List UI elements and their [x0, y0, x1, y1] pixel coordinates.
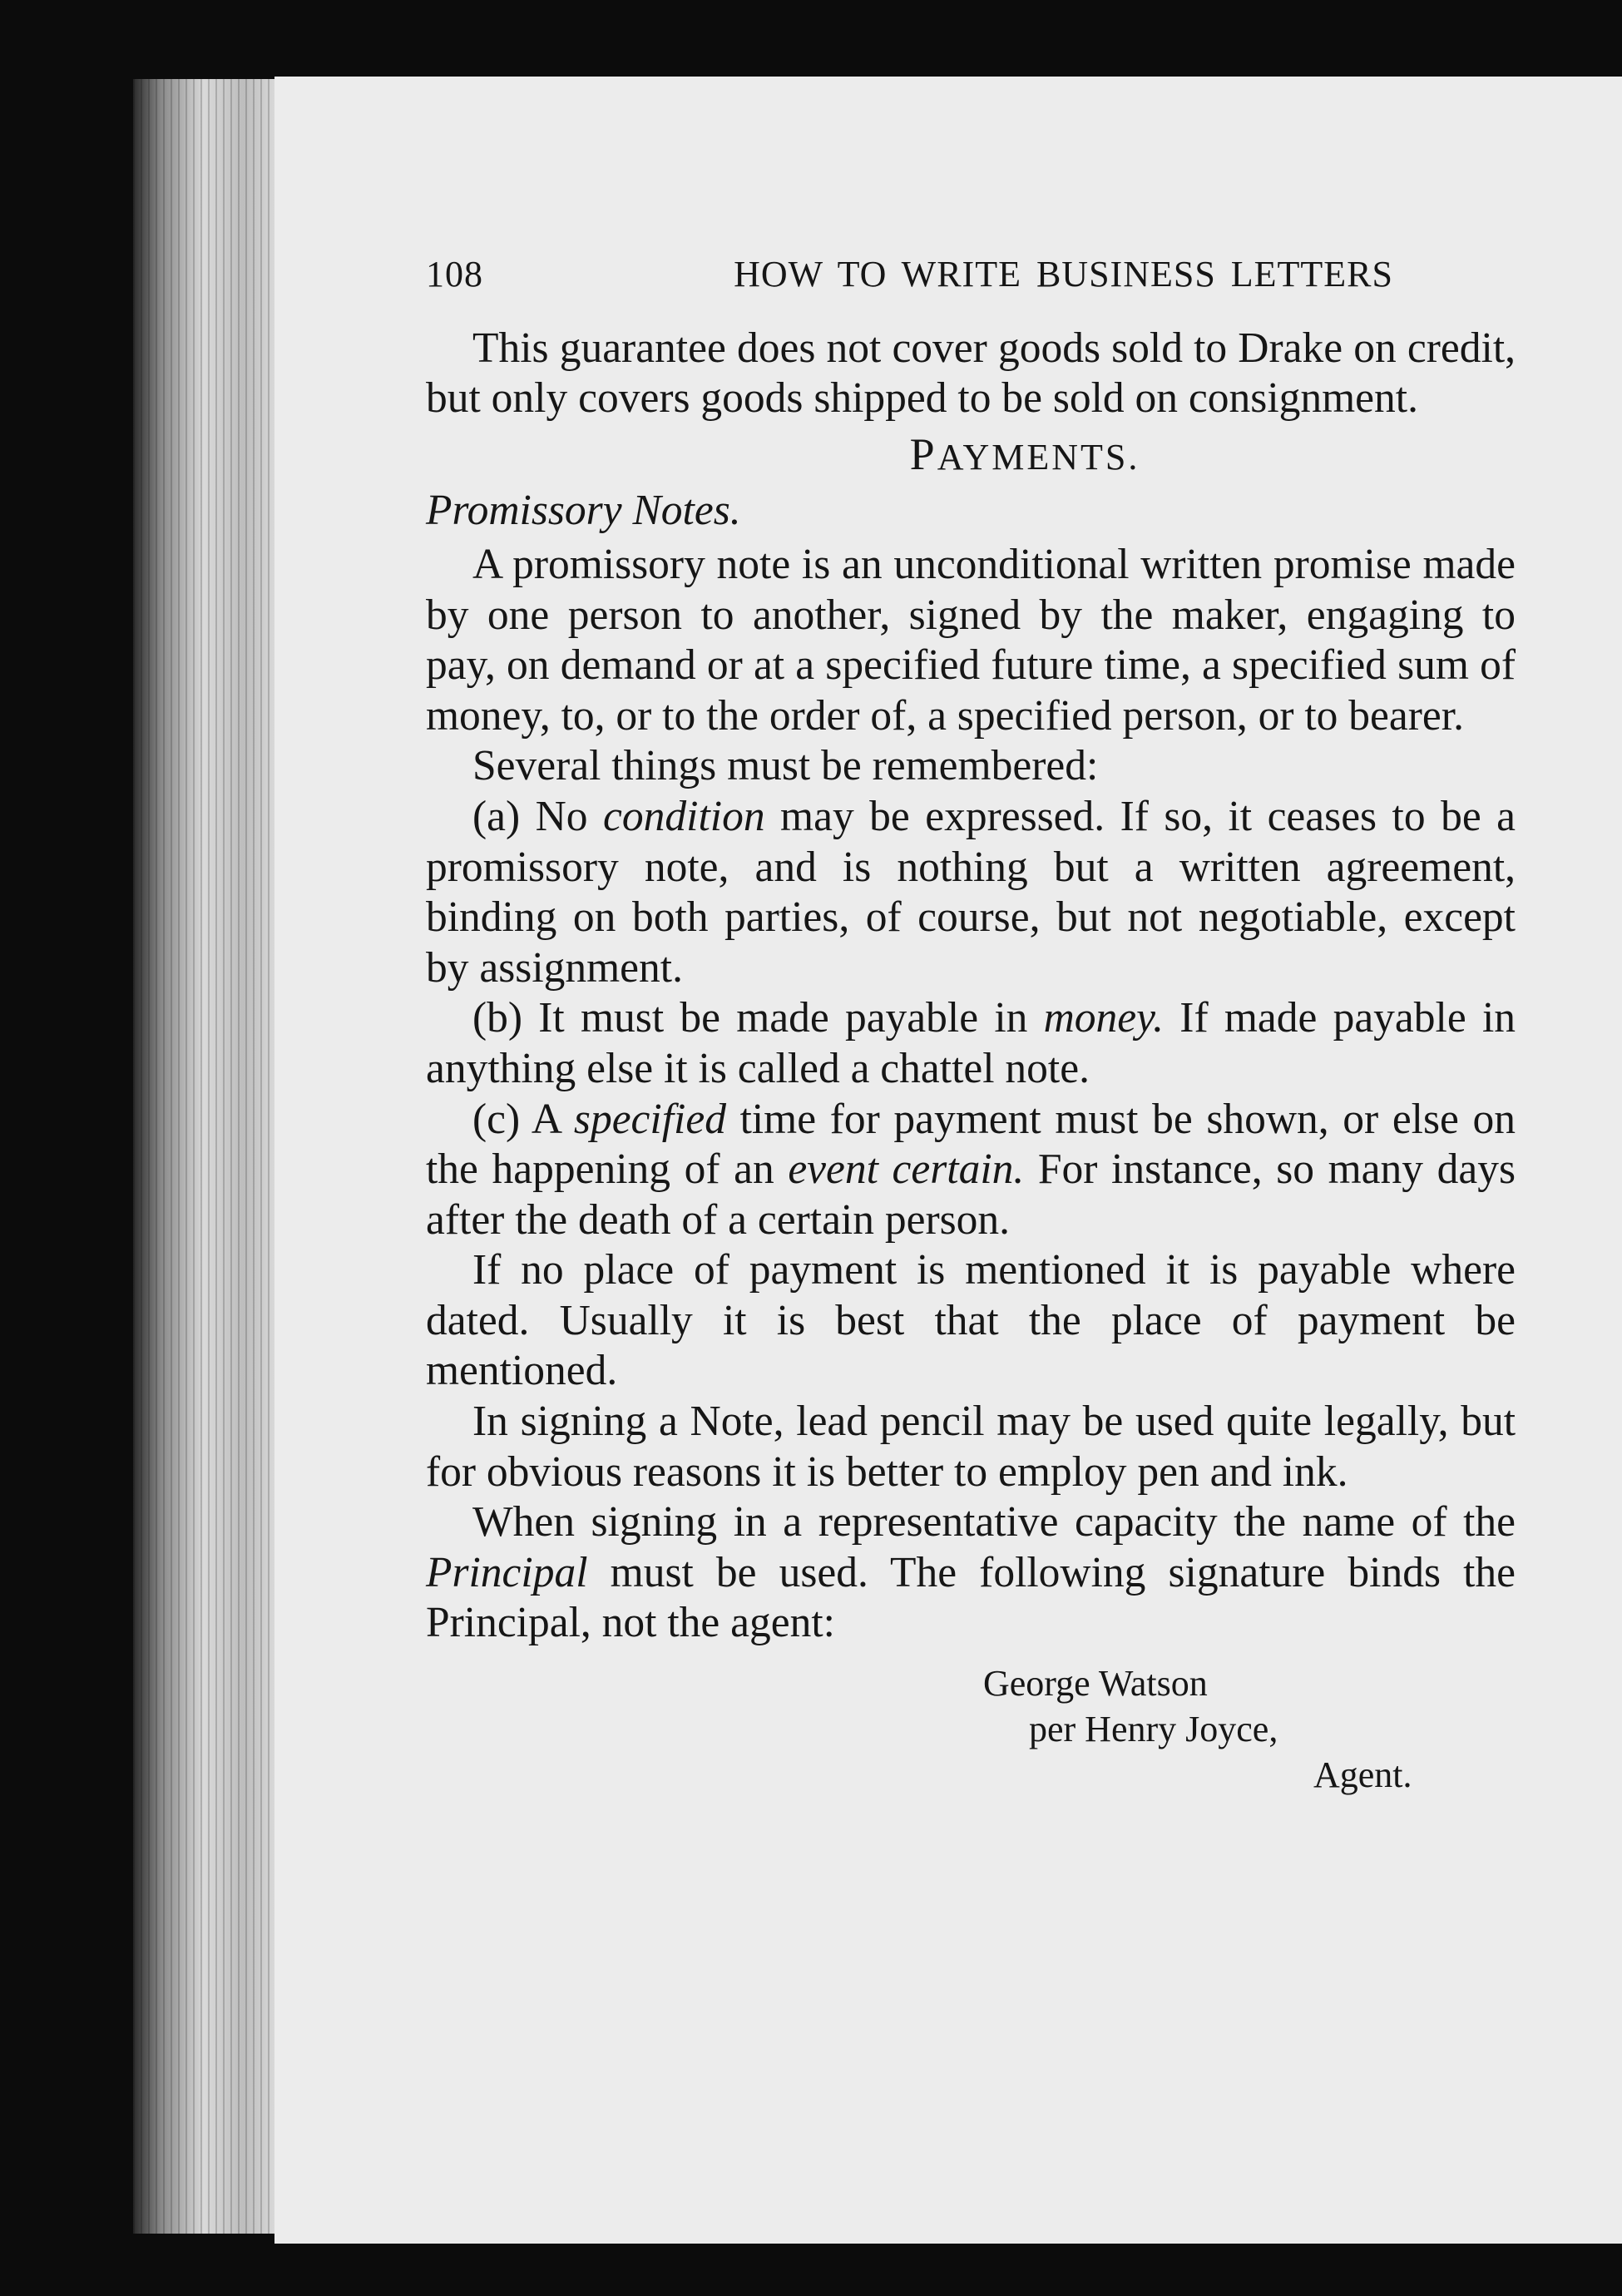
paragraph-item-b: (b) It must be made payable in money. If made payable in anything else it is called a chattel note.	[426, 994, 1516, 1092]
paragraph-place-of-payment: If no place of payment is mentioned it is payable where dated. Usually it is best that the place of payment be mentioned.	[426, 1246, 1516, 1395]
paragraph-remember: Several things must be remembered:	[472, 742, 1099, 790]
paragraph-signing-note: In signing a Note, lead pencil may be used quite legally, but for obvious reasons it is better to employ pen and ink.	[426, 1398, 1516, 1496]
paragraph-guarantee: This guarantee does not cover goods sold to Drake on credit, but only covers goods shipped to be sold on consignment.	[426, 324, 1516, 423]
paragraph-item-a: (a) No condition may be expressed. If so, it ceases to be a promissory note, and is nothing but a written agreement, binding on both parties, of course, but not negotiable, except by assignment.	[426, 792, 1516, 992]
signature-agent-title: Agent.	[1313, 1754, 1412, 1796]
paragraph-definition: A promissory note is an unconditional written promise made by one person to another, signed by the maker, engaging to pay, on demand or at a specified future time, a specified sum of money, to, or to the order of, a specified person, or to bearer.	[426, 540, 1516, 740]
signature-block	[426, 1660, 1516, 1798]
running-title: HOW TO WRITE BUSINESS LETTERS	[734, 254, 1393, 294]
subheading-promissory-notes: Promissory Notes.	[426, 487, 741, 535]
paragraph-representative: When signing in a representative capacity the name of the Principal must be used. The following signature binds the Principal, not the agent:	[426, 1498, 1516, 1647]
running-header	[426, 250, 1393, 300]
paragraph-item-c: (c) A specified time for payment must be shown, or else on the happening of an event certain. For instance, so many days after the death of a certain person.	[426, 1095, 1516, 1244]
page-number: 108	[426, 254, 483, 294]
signature-principal: George Watson	[983, 1663, 1208, 1705]
page-edge	[133, 79, 291, 2234]
signature-agent-name: per Henry Joyce,	[1029, 1709, 1278, 1750]
section-heading-payments: PAYMENTS.	[909, 428, 1140, 479]
page-text	[426, 250, 1516, 1798]
